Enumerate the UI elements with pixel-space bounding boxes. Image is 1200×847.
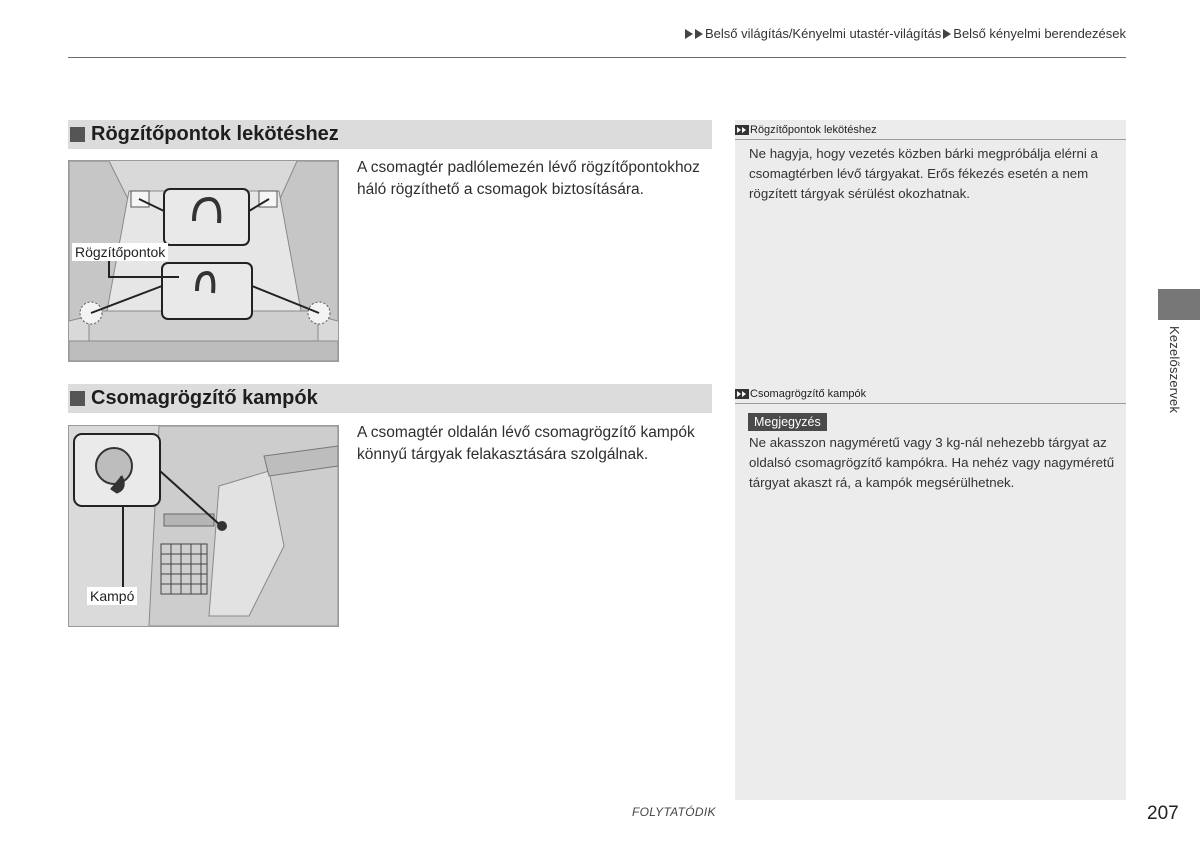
continued-label: FOLYTATÓDIK <box>632 805 716 819</box>
section-square-icon <box>70 127 85 142</box>
breadcrumb-item: Belső kényelmi berendezések <box>953 26 1126 41</box>
chapter-tab[interactable] <box>1158 289 1200 320</box>
breadcrumb-arrow-icon <box>685 29 693 39</box>
section-body: A csomagtér padlólemezén lévő rögzítőpontokhoz háló rögzíthető a csomagok biztosítására. <box>357 159 700 198</box>
section-body: A csomagtér oldalán lévő csomagrögzítő kampók könnyű tárgyak felakasztására szolgálnak. <box>357 424 695 463</box>
breadcrumb-arrow-icon <box>695 29 703 39</box>
breadcrumb-item: Belső világítás/Kényelmi utastér-világítás <box>705 26 942 41</box>
page-number: 207 <box>1147 803 1179 824</box>
reference-icon <box>735 389 749 399</box>
hook-illustration <box>68 425 339 627</box>
tie-down-illustration <box>68 160 339 362</box>
section-header <box>68 120 712 149</box>
callout-label: Kampó <box>87 587 137 605</box>
chapter-label: Kezelőszervek <box>1167 326 1182 414</box>
sidebar-title: Rögzítőpontok lekötéshez <box>735 121 1126 140</box>
sidebar-text: Ne akasszon nagyméretű vagy 3 kg-nál nehezebb tárgyat az oldalsó csomagrögzítő kampókra. Ha nehéz vagy nagyméretű tárgyat akaszt rá, a kampók megsérülhetnek. <box>749 435 1115 490</box>
sidebar-title: Csomagrögzítő kampók <box>735 385 1126 404</box>
breadcrumb <box>685 26 1126 41</box>
section-title: Csomagrögzítő kampók <box>91 387 318 409</box>
section-title: Rögzítőpontok lekötéshez <box>91 123 339 145</box>
section-header <box>68 384 712 413</box>
breadcrumb-arrow-icon <box>943 29 951 39</box>
callout-label: Rögzítőpontok <box>72 243 168 261</box>
section-square-icon <box>70 391 85 406</box>
reference-icon <box>735 125 749 135</box>
note-badge: Megjegyzés <box>748 413 827 431</box>
header-rule <box>68 57 1126 58</box>
sidebar-text: Ne hagyja, hogy vezetés közben bárki megpróbálja elérni a csomagtérben lévő tárgyakat. Erős fékezés esetén a nem rögzített tárgyak sérülést okozhatnak. <box>749 146 1098 201</box>
